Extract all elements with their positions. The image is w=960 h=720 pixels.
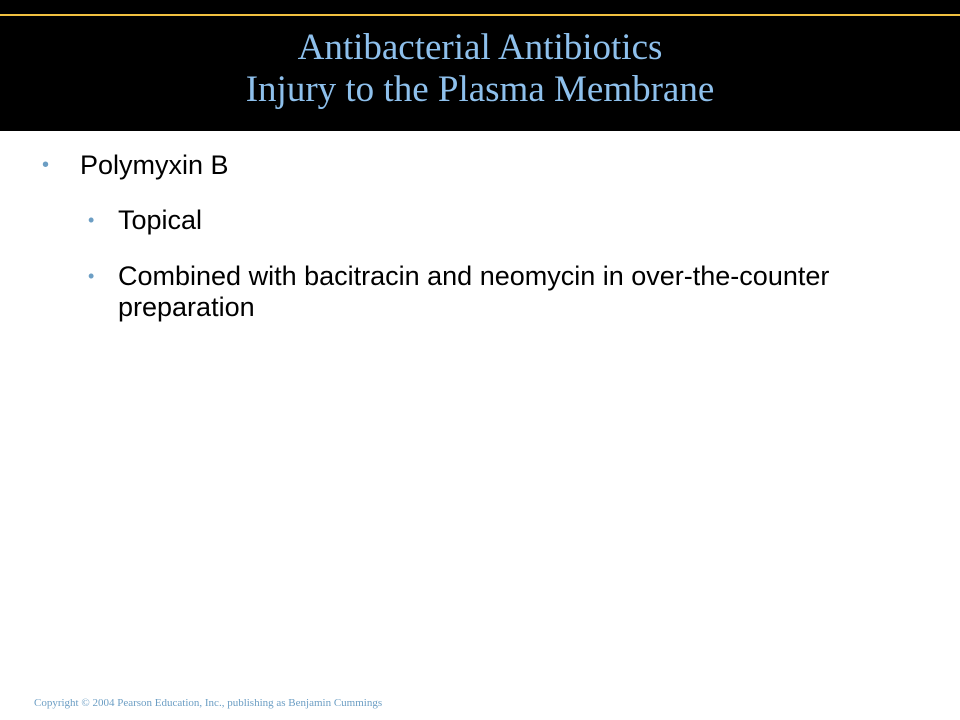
bullet-dot-icon: • xyxy=(88,266,95,286)
bullet-text: Combined with bacitracin and neomycin in over-the-counter preparation xyxy=(118,261,830,322)
bullet-text: Polymyxin B xyxy=(80,150,229,180)
sub-bullet-item-combined xyxy=(88,261,863,323)
slide-title-line-1: Antibacterial Antibiotics xyxy=(297,27,663,68)
bullet-item-polymyxin xyxy=(42,150,900,181)
slide-title-line-2: Injury to the Plasma Membrane xyxy=(245,69,715,110)
sub-bullet-item-topical xyxy=(88,205,858,236)
copyright-footer: Copyright © 2004 Pearson Education, Inc., publishing as Benjamin Cummings xyxy=(34,697,383,709)
bullet-dot-icon: • xyxy=(88,210,95,230)
bullet-dot-icon: • xyxy=(42,154,50,176)
bullet-text: Topical xyxy=(118,205,203,235)
